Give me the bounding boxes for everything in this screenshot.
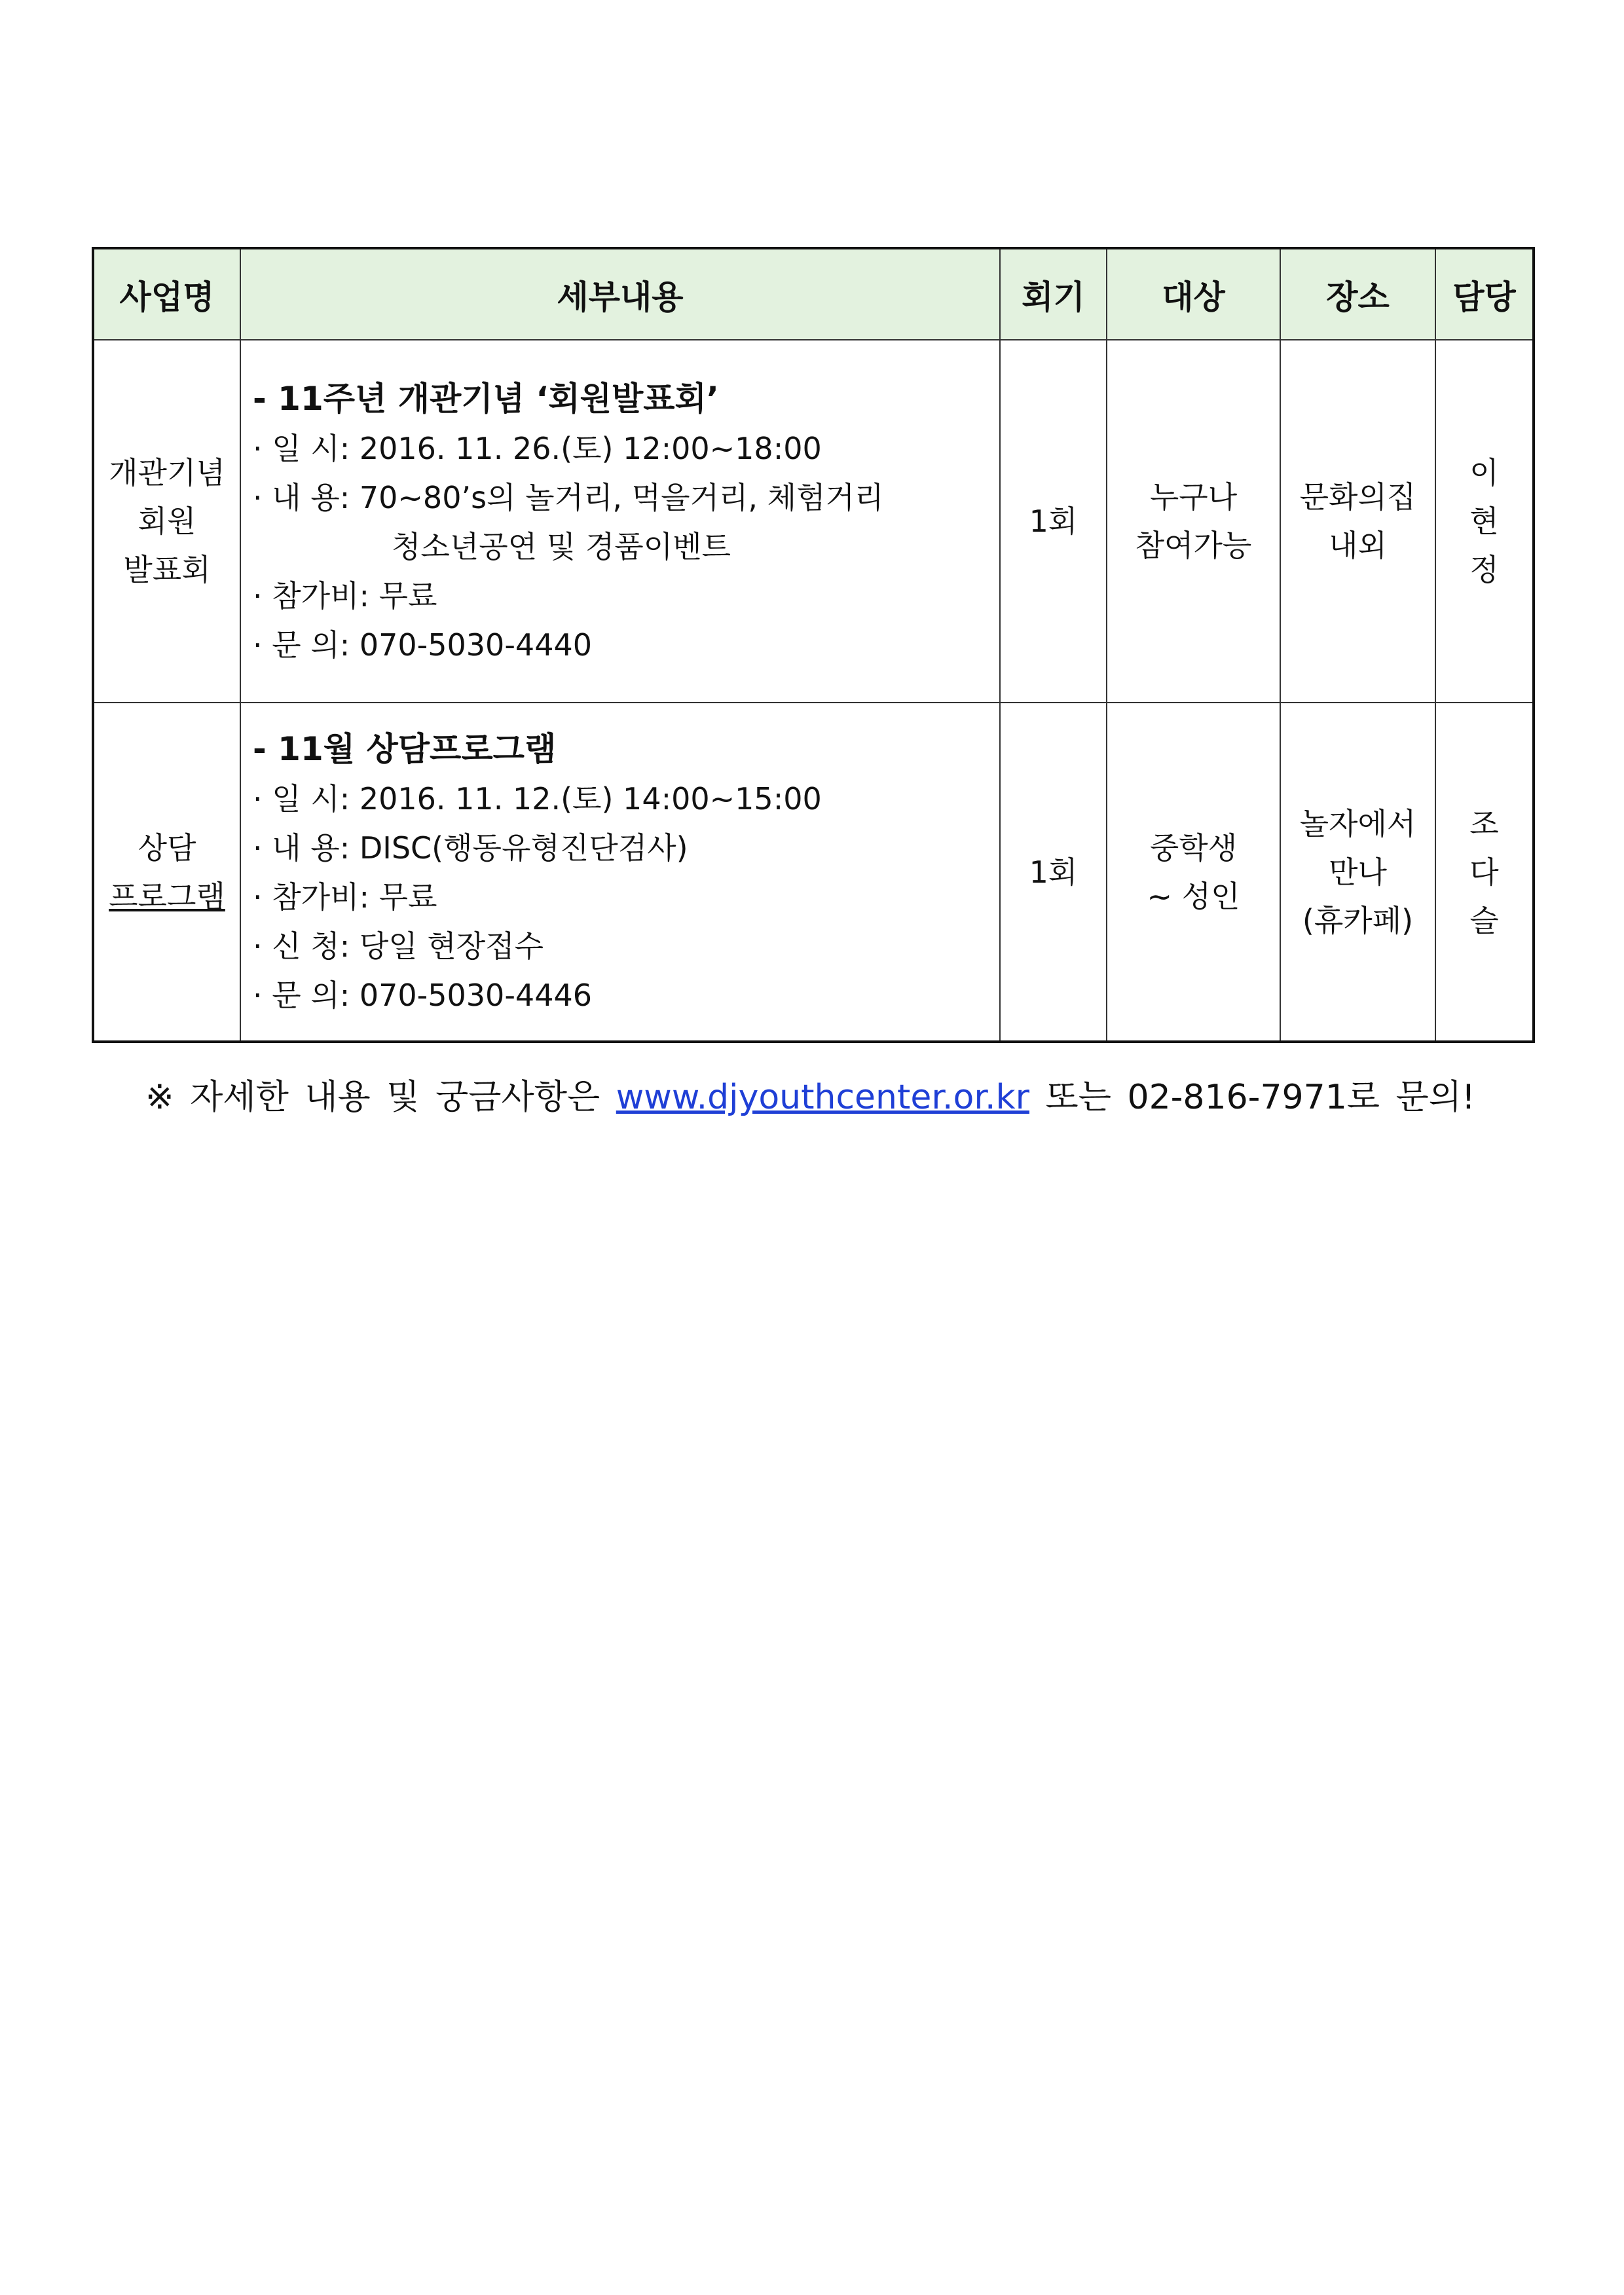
manager-char: 슬 [1469, 902, 1499, 938]
program-name-line: 회원 [138, 504, 196, 539]
detail-line: · 내 용: DISC(행동유형진단검사) [253, 830, 688, 866]
footer-prefix: ※ 자세한 내용 및 궁금사항은 [145, 1078, 600, 1117]
details-cell [240, 703, 1000, 1042]
place-line: 만나 [1329, 854, 1387, 890]
header-place: 장소 [1280, 248, 1435, 340]
manager-char: 이 [1469, 455, 1499, 490]
program-table [92, 247, 1535, 1043]
target-line: 누구나 [1149, 479, 1238, 515]
place-cell [1280, 340, 1435, 703]
program-name-line: 개관기념 [109, 455, 225, 490]
footer-note [145, 1069, 1475, 1118]
detail-line: · 내 용: 70~80’s의 놀거리, 먹을거리, 체험거리 [253, 479, 884, 515]
place-line: 문화의집 [1299, 479, 1416, 515]
header-target: 대상 [1107, 248, 1280, 340]
target-cell [1107, 340, 1280, 703]
details-cell [240, 340, 1000, 703]
program-name-cell [93, 340, 240, 703]
target-line: 중학생 [1149, 830, 1238, 866]
website-link[interactable]: www.djyouthcenter.or.kr [616, 1078, 1029, 1117]
detail-line: · 문 의: 070-5030-4440 [253, 627, 592, 663]
target-line: ~ 성인 [1147, 878, 1240, 914]
sessions-cell: 1회 [1000, 340, 1107, 703]
table-header-row [93, 248, 1534, 340]
manager-cell [1435, 340, 1534, 703]
detail-line: · 문 의: 070-5030-4446 [253, 978, 592, 1013]
sessions-cell: 1회 [1000, 703, 1107, 1042]
detail-line: · 일 시: 2016. 11. 26.(토) 12:00~18:00 [253, 430, 822, 466]
footer-suffix: 또는 02-816-7971로 문의! [1045, 1078, 1475, 1117]
detail-heading: - 11월 상담프로그램 [253, 730, 557, 768]
detail-line: 청소년공연 및 경품이벤트 [392, 528, 731, 564]
header-sessions: 회기 [1000, 248, 1107, 340]
detail-line: · 참가비: 무료 [253, 879, 437, 915]
manager-char: 정 [1469, 552, 1499, 587]
table-row [93, 703, 1534, 1042]
detail-line: · 참가비: 무료 [253, 578, 437, 614]
manager-char: 조 [1469, 805, 1499, 841]
header-manager: 담당 [1435, 248, 1534, 340]
program-name-line: 프로그램 [109, 878, 225, 914]
detail-line: · 일 시: 2016. 11. 12.(토) 14:00~15:00 [253, 781, 822, 817]
table-row [93, 340, 1534, 703]
header-program-name: 사업명 [93, 248, 240, 340]
manager-char: 다 [1469, 854, 1499, 890]
header-details: 세부내용 [240, 248, 1000, 340]
program-name-line: 발표회 [123, 552, 211, 587]
manager-char: 현 [1469, 504, 1499, 539]
place-line: (휴카페) [1302, 902, 1414, 938]
place-line: 놀자에서 [1299, 805, 1416, 841]
manager-cell [1435, 703, 1534, 1042]
detail-heading: - 11주년 개관기념 ‘회원발표회’ [253, 379, 719, 418]
target-cell [1107, 703, 1280, 1042]
place-cell [1280, 703, 1435, 1042]
place-line: 내외 [1329, 528, 1387, 563]
detail-line: · 신 청: 당일 현장접수 [253, 928, 544, 964]
program-name-cell [93, 703, 240, 1042]
program-name-line: 상담 [138, 830, 196, 866]
target-line: 참여가능 [1135, 528, 1252, 563]
